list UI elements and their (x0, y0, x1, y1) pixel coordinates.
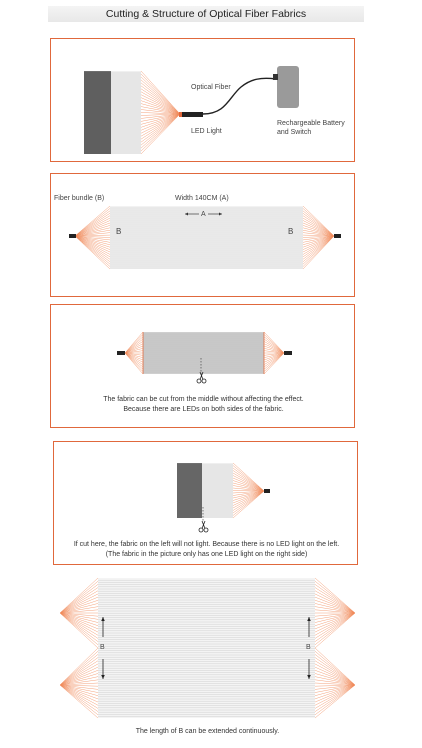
optical-fiber-label: Optical Fiber (191, 84, 231, 91)
led-light-label: LED Light (191, 128, 222, 135)
fabric-tall (98, 578, 315, 718)
b-left-label: B (100, 644, 105, 651)
extend-caption: The length of B can be extended continuously. (135, 728, 280, 735)
panel-cut-middle (50, 304, 355, 428)
b-left-label: B (116, 227, 122, 236)
fabric-swatch (143, 332, 264, 374)
cut-wrong-caption-1: If cut here, the fabric on the left will not light. Because there is no LED light on the left. (73, 541, 340, 548)
fiber-bundle-label: Fiber bundle (B) (54, 195, 105, 202)
panel-dimensions (50, 173, 355, 297)
led-left (69, 234, 76, 238)
fabric-full (110, 206, 303, 269)
panel-structure (50, 38, 355, 162)
battery-label-2: and Switch (277, 129, 312, 136)
dimensions-diagram (51, 174, 356, 298)
b-right-label: B (306, 644, 311, 651)
scissors-icon (199, 521, 208, 532)
fiber-fan-left (125, 332, 143, 374)
battery-label-1: Rechargeable Battery (277, 120, 345, 127)
fiber-fan-left (75, 206, 110, 269)
b-right-label: B (288, 227, 294, 236)
fiber-fan-right (264, 332, 284, 374)
cut-wrong-caption-2: (The fabric in the picture only has one LED light on the right side) (105, 551, 308, 558)
fiber-fan-right (233, 463, 264, 518)
structure-diagram (51, 39, 356, 163)
fiber-fan (141, 71, 180, 154)
panel-extend (55, 575, 360, 725)
cut-middle-caption-1: The fabric can be cut from the middle without affecting the effect. (103, 396, 304, 403)
page-title: Cutting & Structure of Optical Fiber Fabrics (105, 8, 307, 20)
led-light (181, 112, 203, 117)
fabric-swatch (177, 463, 233, 518)
cut-middle-caption-2: Because there are LEDs on both sides of the fabric. (123, 406, 284, 413)
a-marker: A (201, 211, 206, 218)
fabric-swatch (84, 71, 141, 154)
panel-cut-wrong (53, 441, 358, 565)
width-label: Width 140CM (A) (175, 195, 229, 202)
fiber-fan-right (303, 206, 334, 269)
battery-box (277, 66, 299, 108)
led-right (334, 234, 341, 238)
